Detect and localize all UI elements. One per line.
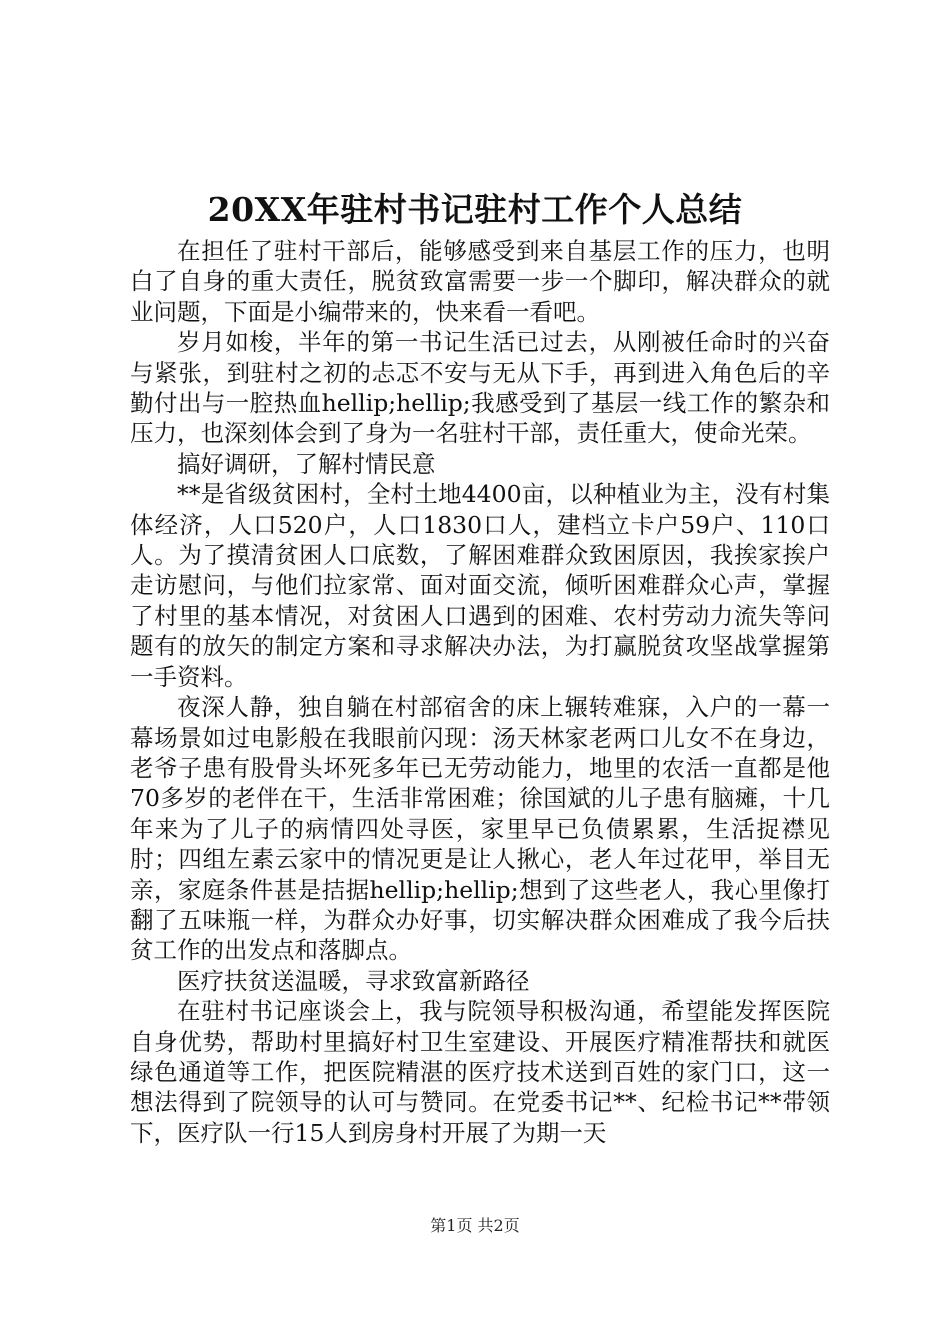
body-paragraph: 在驻村书记座谈会上，我与院领导积极沟通，希望能发挥医院自身优势，帮助村里搞好村卫生室建设、开展医疗精准帮扶和就医绿色通道等工作，把医院精湛的医疗技术送到百姓的家门口，这一想法得到了院领导的认可与赞同。在党委书记**、纪检书记**带领下，医疗队一行15人到房身村开展了为期一天 — [130, 997, 830, 1147]
intro-paragraph: 在担任了驻村干部后，能够感受到来自基层工作的压力，也明白了自身的重大责任，脱贫致富需要一步一个脚印，解决群众的就业问题，下面是小编带来的，快来看一看吧。 — [130, 237, 830, 326]
body-paragraph: **是省级贫困村，全村土地4400亩，以种植业为主，没有村集体经济，人口520户，人口1830口人，建档立卡户59户、110口人。为了摸清贫困人口底数，了解困难群众致困原因，我挨家挨户走访慰问，与他们拉家常、面对面交流，倾听困难群众心声，掌握了村里的基本情况，对贫困人口遇到的困难、农村劳动力流失等问题有的放矢的制定方案和寻求解决办法，为打赢脱贫攻坚战掌握第一手资料。 — [130, 480, 830, 691]
document-title: 20XX年驻村书记驻村工作个人总结 — [207, 190, 743, 229]
body-paragraph: 夜深人静，独自躺在村部宿舍的床上辗转难寐，入户的一幕一幕场景如过电影般在我眼前闪现：汤天林家老两口儿女不在身边，老爷子患有股骨头坏死多年已无劳动能力，地里的农活一直都是他70多岁的老伴在干，生活非常困难；徐国斌的儿子患有脑瘫，十几年来为了儿子的病情四处寻医，家里早已负债累累，生活捉襟见肘；四组左素云家中的情况更是让人揪心，老人年过花甲，举目无亲，家庭条件甚是拮据hellip;hellip;想到了这些老人，我心里像打翻了五味瓶一样，为群众办好事，切实解决群众困难成了我今后扶贫工作的出发点和落脚点。 — [130, 693, 830, 965]
body-paragraph: 岁月如梭，半年的第一书记生活已过去，从刚被任命时的兴奋与紧张，到驻村之初的忐忑不安与无从下手，再到进入角色后的辛勤付出与一腔热血hellip;hellip;我感受到了基层一线工作的繁杂和压力，也深刻体会到了身为一名驻村干部，责任重大，使命光荣。 — [130, 328, 830, 448]
page-footer: 第1页 共2页 — [430, 1216, 520, 1235]
section-heading: 搞好调研，了解村情民意 — [177, 449, 436, 478]
document-body — [130, 236, 830, 1148]
section-heading: 医疗扶贫送温暖，寻求致富新路径 — [177, 966, 530, 995]
